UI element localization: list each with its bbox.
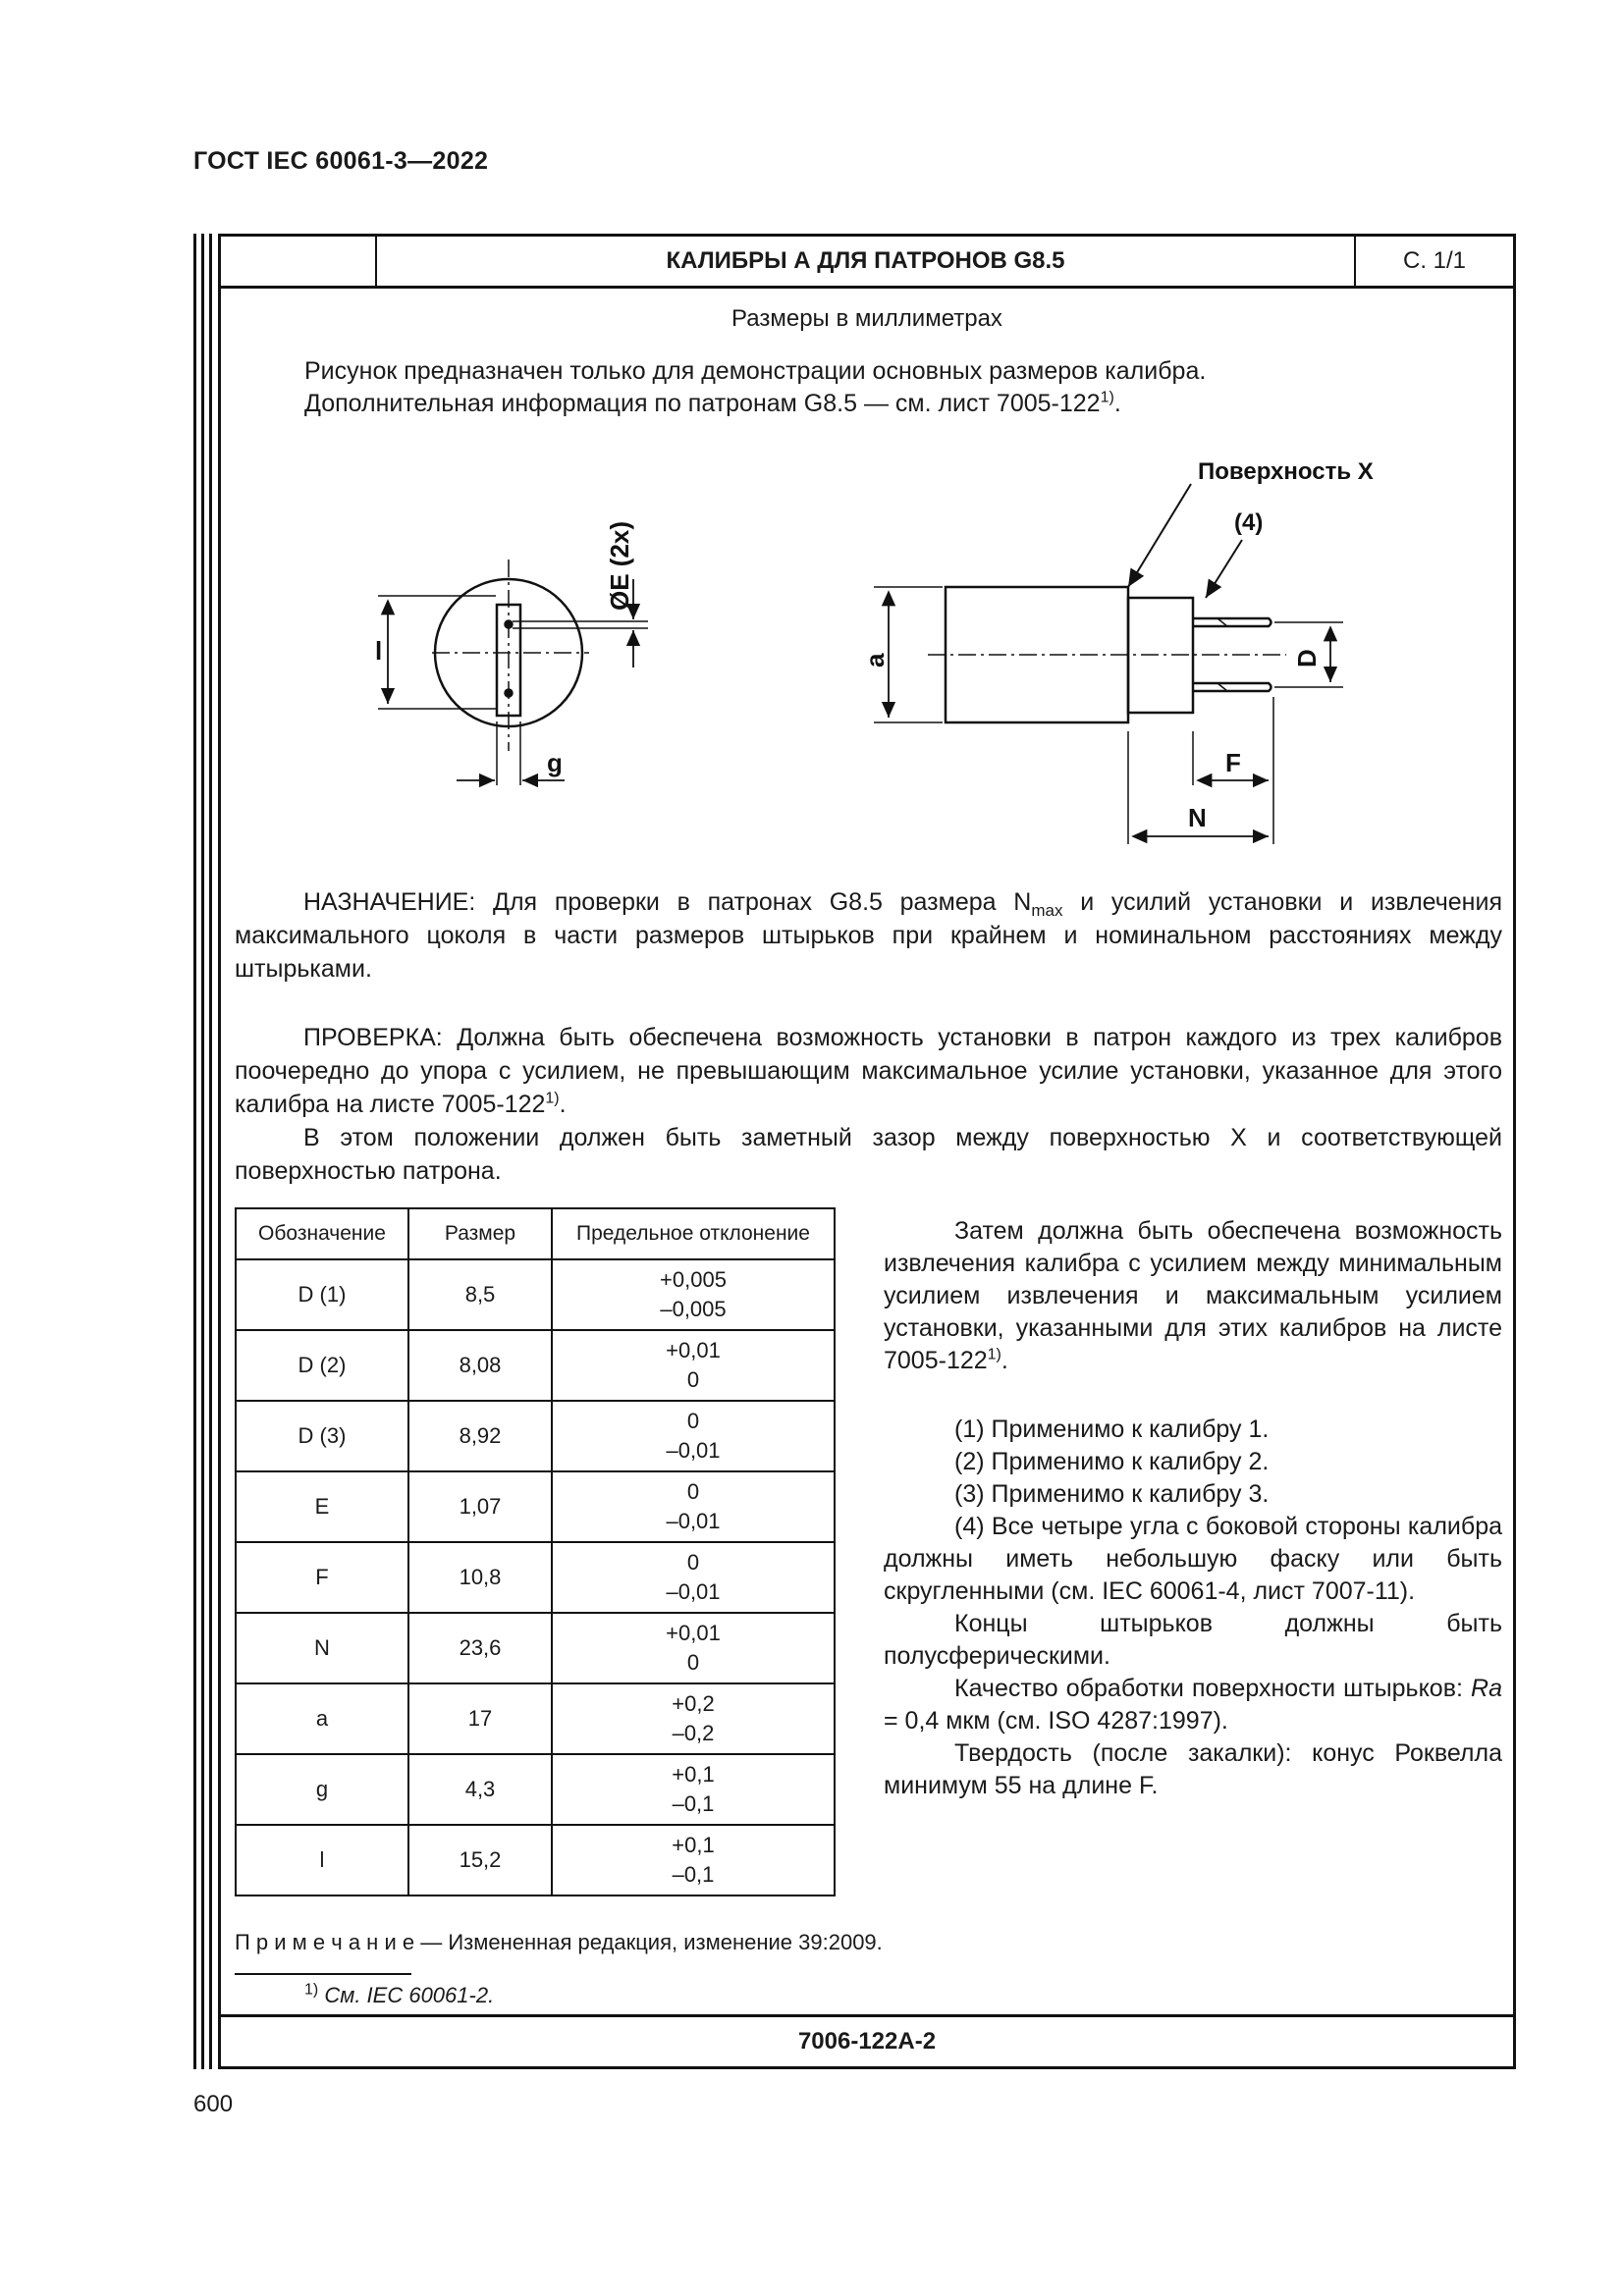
cell-tolerance: [552, 1259, 835, 1330]
dimensions-table: [235, 1207, 836, 1896]
document-header: ГОСТ IEC 60061-3—2022: [193, 147, 489, 175]
label-l: l: [375, 636, 383, 666]
table-row: [236, 1754, 835, 1825]
note-2: (2) Применимо к калибру 2.: [954, 1448, 1270, 1475]
footnote-divider: [235, 1973, 411, 1975]
table-row: [236, 1542, 835, 1613]
cell-symbol: D (1): [236, 1259, 408, 1330]
header-symbol: Обозначение: [236, 1208, 408, 1259]
table-row: [236, 1825, 835, 1896]
tolerance-lower: –0,01: [666, 1509, 721, 1533]
cell-size: 4,3: [408, 1754, 552, 1825]
tolerance-upper: +0,1: [672, 1762, 715, 1787]
cell-tolerance: [552, 1542, 835, 1613]
table-row: [236, 1330, 835, 1401]
label-surface-x: Поверхность X: [1198, 458, 1374, 485]
purpose-paragraph: НАЗНАЧЕНИЕ: Для проверки в патронах G8.5 размера $N_{max}$ и усилий установки и извлечения максимального цоколя в части размеров штырьков при крайнем и номинальном расстояниях между штырьками.: [235, 888, 1502, 983]
cell-size: 1,07: [408, 1471, 552, 1542]
units-note: Размеры в миллиметрах: [731, 305, 1002, 332]
tolerance-lower: –0,1: [672, 1862, 715, 1887]
tolerance-lower: 0: [686, 1650, 700, 1675]
tolerance-lower: –0,1: [672, 1791, 715, 1816]
table-row: [236, 1471, 835, 1542]
cell-symbol: N: [236, 1613, 408, 1683]
change-note: П р и м е ч а н и е — Измененная редакция, изменение 39:2009.: [235, 1930, 883, 1954]
cell-size: 10,8: [408, 1542, 552, 1613]
label-N: N: [1188, 803, 1207, 832]
tolerance-upper: +0,01: [666, 1338, 721, 1362]
table-row: [236, 1683, 835, 1754]
cell-tolerance: [552, 1401, 835, 1471]
cell-symbol: F: [236, 1542, 408, 1613]
extraction-paragraph: Затем должна быть обеспечена возможность извлечения калибра с усилием между минимальным усилием извлечения и максимальным усилием установки, указанными для этих калибров на листе 7005-122$^{1)}$.: [884, 1217, 1502, 1374]
note-3: (3) Применимо к калибру 3.: [954, 1480, 1270, 1508]
note-hardness: Твердость (после закалки): конус Роквелла минимум 55 на длине F.: [884, 1739, 1502, 1799]
cell-tolerance: [552, 1683, 835, 1754]
cell-symbol: l: [236, 1825, 408, 1896]
cell-size: 23,6: [408, 1613, 552, 1683]
cell-size: 8,5: [408, 1259, 552, 1330]
gauge-drawing: [0, 0, 1623, 883]
table-header-row: [236, 1208, 835, 1259]
cell-tolerance: [552, 1754, 835, 1825]
tolerance-upper: 0: [686, 1550, 700, 1575]
sheet-page: С. 1/1: [1354, 237, 1513, 286]
tolerance-lower: 0: [686, 1367, 700, 1392]
tolerance-lower: –0,01: [666, 1438, 721, 1463]
table-row: [236, 1613, 835, 1683]
sheet-code: 7006-122A-2: [221, 2014, 1513, 2066]
table-row: [236, 1401, 835, 1471]
cell-size: 17: [408, 1683, 552, 1754]
tolerance-upper: 0: [686, 1409, 700, 1433]
cell-symbol: D (3): [236, 1401, 408, 1471]
tolerance-upper: 0: [686, 1479, 700, 1504]
cell-tolerance: [552, 1825, 835, 1896]
check-paragraph-2: В этом положении должен быть заметный зазор между поверхностью X и соответствующей поверхностью патрона.: [235, 1124, 1502, 1185]
tolerance-lower: –0,01: [666, 1579, 721, 1604]
sheet-title: КАЛИБРЫ А ДЛЯ ПАТРОНОВ G8.5: [666, 247, 1065, 274]
check-paragraph: ПРОВЕРКА: Должна быть обеспечена возможность установки в патрон каждого из трех калибров поочередно до упора с усилием, не превышающим максимальное усилие установки, указанное для этого калибра на листе 7005-122$^{1)}$.: [235, 1024, 1502, 1118]
intro-line-1: Рисунок предназначен только для демонстрации основных размеров калибра.: [304, 357, 1207, 385]
label-F: F: [1225, 748, 1241, 777]
label-g: g: [547, 748, 563, 777]
footnote: $^{1)}$ См. IEC 60061-2.: [304, 1981, 495, 2007]
page-number: 600: [193, 2091, 234, 2117]
tolerance-upper: +0,2: [672, 1691, 715, 1716]
header-size: Размер: [408, 1208, 552, 1259]
tolerance-upper: +0,01: [666, 1621, 721, 1645]
tolerance-lower: –0,005: [660, 1297, 727, 1321]
cell-size: 15,2: [408, 1825, 552, 1896]
table-row: [236, 1259, 835, 1330]
cell-tolerance: [552, 1471, 835, 1542]
tolerance-upper: +0,1: [672, 1833, 715, 1857]
label-E: ØE (2x): [605, 520, 634, 611]
cell-size: 8,92: [408, 1401, 552, 1471]
cell-tolerance: [552, 1613, 835, 1683]
note-4: (4) Все четыре угла с боковой стороны калибра должны иметь небольшую фаску или быть скругленными (см. IEC 60061-4, лист 7007-11).: [884, 1513, 1502, 1605]
cell-symbol: E: [236, 1471, 408, 1542]
cell-tolerance: [552, 1330, 835, 1401]
cell-symbol: g: [236, 1754, 408, 1825]
cell-symbol: D (2): [236, 1330, 408, 1401]
note-1: (1) Применимо к калибру 1.: [954, 1415, 1270, 1443]
cell-size: 8,08: [408, 1330, 552, 1401]
intro-line-2: Дополнительная информация по патронам G8.5 — см. лист 7005-122$^{1)}$.: [304, 389, 1121, 417]
tolerance-lower: –0,2: [672, 1721, 715, 1745]
label-a: a: [860, 653, 890, 667]
note-quality: Качество обработки поверхности штырьков: Ra = 0,4 мкм (см. ISO 4287:1997).: [884, 1675, 1502, 1735]
cell-symbol: a: [236, 1683, 408, 1754]
label-D: D: [1292, 649, 1322, 667]
tolerance-upper: +0,005: [660, 1267, 727, 1292]
label-chamfer: (4): [1234, 509, 1264, 536]
note-ends: Концы штырьков должны быть полусферическими.: [884, 1610, 1502, 1670]
notes-block: [884, 1414, 1502, 1802]
header-tolerance: Предельное отклонение: [552, 1208, 835, 1259]
